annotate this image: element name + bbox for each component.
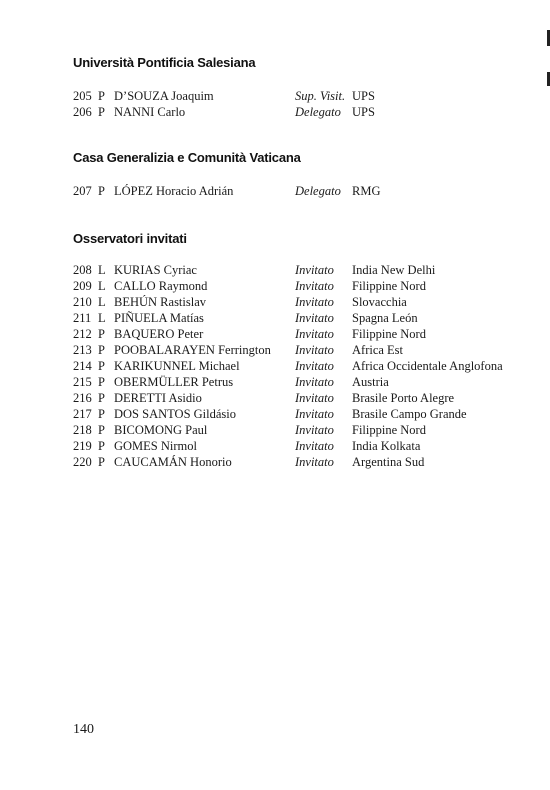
entry-name: CALLO Raymond [114,279,208,293]
entry-name: LÓPEZ Horacio Adrián [114,184,234,198]
entry-type: L [98,279,106,293]
entry-number: 212 [73,327,92,341]
entry-place: Filippine Nord [352,327,426,341]
entry-number: 219 [73,439,92,453]
entry-name: KARIKUNNEL Michael [114,359,240,373]
entry-type: P [98,391,105,405]
entry-place: India New Delhi [352,263,436,277]
entry-number: 217 [73,407,92,421]
entry-type: L [98,263,106,277]
entry-type: P [98,343,105,357]
entry-number: 215 [73,375,92,389]
page-number: 140 [73,722,94,737]
entry-role: Invitato [295,295,334,309]
entry-type: P [98,439,105,453]
entry-type: P [98,105,105,119]
entry-role: Invitato [295,263,334,277]
entry-number: 210 [73,295,92,309]
entry-place: Filippine Nord [352,423,426,437]
entry-place: Argentina Sud [352,455,425,469]
entry-role: Invitato [295,455,334,469]
entry-number: 218 [73,423,92,437]
entry-place: Austria [352,375,389,389]
section-heading-rmg: Casa Generalizia e Comunità Vaticana [73,150,301,165]
entry-role: Delegato [295,105,341,119]
entry-type: L [98,311,106,325]
entry-place: UPS [352,89,375,103]
entry-place: Africa Est [352,343,404,357]
entry-name: KURIAS Cyriac [114,263,197,277]
entry-place: Spagna León [352,311,418,325]
entry-role: Invitato [295,375,334,389]
entry-role: Invitato [295,279,334,293]
entry-place: Slovacchia [352,295,407,309]
entry-type: P [98,359,105,373]
entry-type: P [98,184,105,198]
entry-place: Brasile Campo Grande [352,407,467,421]
entry-number: 205 [73,89,92,103]
entry-role: Invitato [295,311,334,325]
entry-name: PIÑUELA Matías [114,311,204,325]
entry-type: P [98,89,105,103]
entry-name: CAUCAMÁN Honorio [114,455,232,469]
entry-number: 208 [73,263,92,277]
entry-name: BICOMONG Paul [114,423,208,437]
entry-name: POOBALARAYEN Ferrington [114,343,271,357]
entry-role: Invitato [295,407,334,421]
entry-type: P [98,375,105,389]
section-heading-ups: Università Pontificia Salesiana [73,55,256,70]
entry-name: D’SOUZA Joaquim [114,89,214,103]
entry-place: Africa Occidentale Anglofona [352,359,503,373]
entry-name: BEHÚN Rastislav [114,295,207,309]
entry-name: GOMES Nirmol [114,439,197,453]
entry-type: L [98,295,106,309]
entry-name: NANNI Carlo [114,105,186,119]
entry-name: DOS SANTOS Gildásio [114,407,237,421]
entry-name: OBERMÜLLER Petrus [114,375,234,389]
entry-role: Invitato [295,391,334,405]
entry-number: 206 [73,105,92,119]
entry-role: Delegato [295,184,341,198]
entry-number: 211 [73,311,92,325]
entry-type: P [98,327,105,341]
entry-role: Invitato [295,439,334,453]
entry-place: RMG [352,184,381,198]
entry-name: DERETTI Asidio [114,391,202,405]
entry-role: Invitato [295,423,334,437]
entry-place: Brasile Porto Alegre [352,391,455,405]
section-heading-observers: Osservatori invitati [73,231,187,246]
entry-role: Sup. Visit. [295,89,346,103]
entry-place: India Kolkata [352,439,421,453]
entry-number: 207 [73,184,92,198]
entry-role: Invitato [295,359,334,373]
entry-role: Invitato [295,327,334,341]
entry-number: 209 [73,279,92,293]
entry-name: BAQUERO Peter [114,327,204,341]
entry-number: 213 [73,343,92,357]
entry-number: 214 [73,359,92,373]
entry-type: P [98,407,105,421]
entry-number: 216 [73,391,92,405]
entry-number: 220 [73,455,92,469]
entry-type: P [98,423,105,437]
entry-type: P [98,455,105,469]
entry-place: Filippine Nord [352,279,426,293]
entry-role: Invitato [295,343,334,357]
entry-place: UPS [352,105,375,119]
